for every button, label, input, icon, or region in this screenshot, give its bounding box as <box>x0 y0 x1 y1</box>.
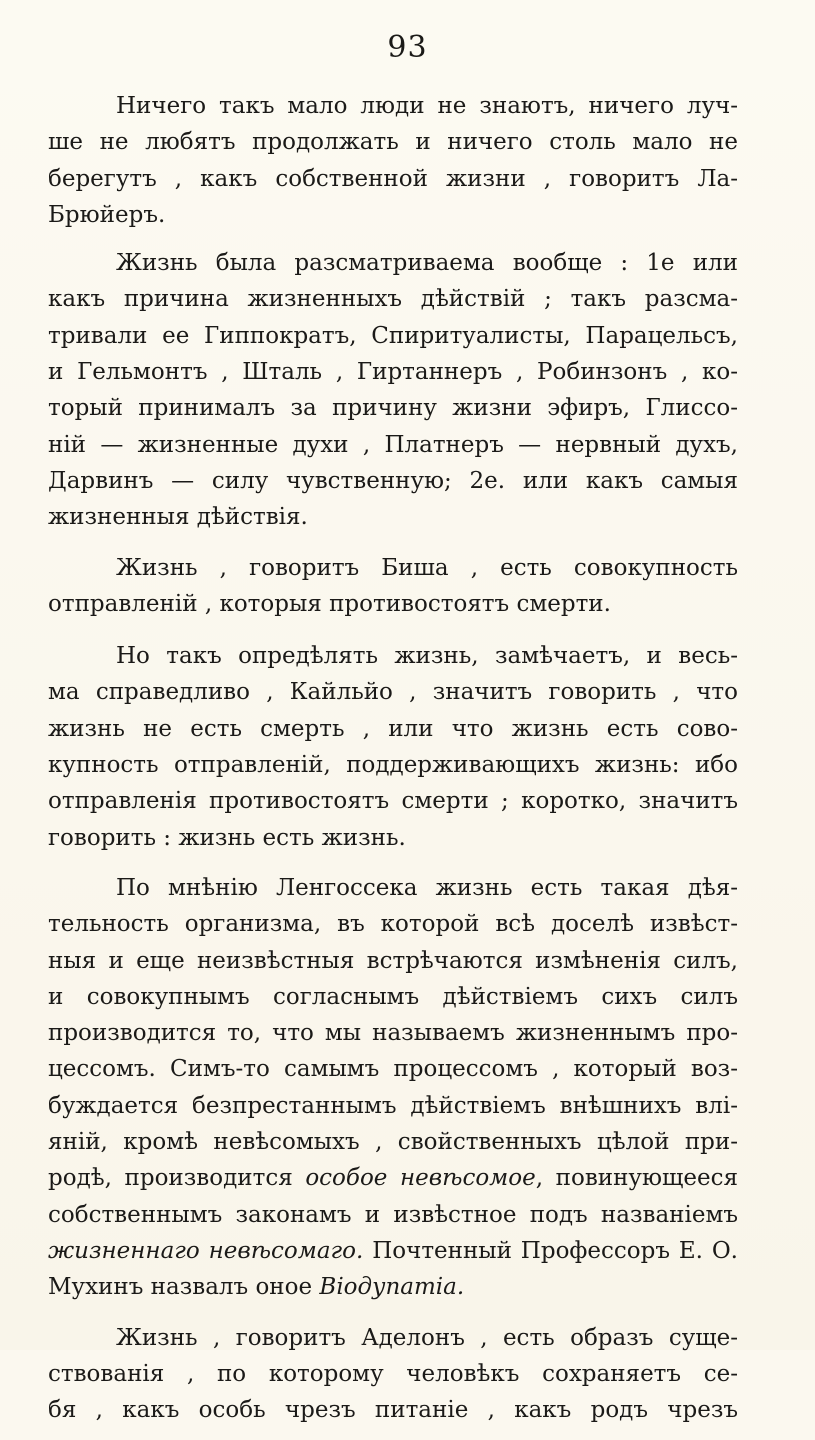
paragraph <box>48 245 738 535</box>
italic-term: жизненнаго невѣсомаго. <box>48 1237 364 1264</box>
italic-term: Віодупатіа. <box>319 1274 465 1301</box>
text-line: жизненныя дѣйствія. <box>48 504 308 531</box>
text-line: ма справедливо , Кайльйо , значитъ говорить , что <box>48 679 738 706</box>
text-line: и Гельмонтъ , Шталь , Гиртаннеръ , Робинзонъ , ко- <box>48 359 738 386</box>
paragraph <box>48 870 738 1306</box>
text-line: собственнымъ законамъ и извѣстное подъ названіемъ <box>48 1201 738 1228</box>
paragraph <box>48 1320 738 1429</box>
text-line: бя , какъ особь чрезъ питаніе , какъ родъ чрезъ <box>48 1397 738 1424</box>
text-line: буждается безпрестаннымъ дѣйствіемъ внѣшнихъ влі- <box>48 1092 738 1119</box>
text-line: яній, кромѣ невѣсомыхъ , свойственныхъ цѣлой при- <box>48 1129 738 1156</box>
text-line: ній — жизненные духи , Платнеръ — нервный духъ, <box>48 431 738 458</box>
page-number: 93 <box>387 30 428 65</box>
text-line: тельность организма, въ которой всѣ доселѣ извѣст- <box>48 911 738 938</box>
text-line: ше не любятъ продолжать и ничего столь мало не <box>48 129 738 156</box>
text-line: отправленій , которыя противостоятъ смерти. <box>48 590 611 617</box>
text-line: жизнь не есть смерть , или что жизнь есть сово- <box>48 715 738 742</box>
text-line: берегутъ , какъ собственной жизни , говоритъ Ла- <box>48 165 738 192</box>
text-line: Жизнь , говоритъ Аделонъ , есть образъ суще- <box>116 1324 738 1351</box>
text-line: По мнѣнію Ленгоссека жизнь есть такая дѣя- <box>116 874 738 901</box>
text-line: отправленія противостоятъ смерти ; коротко, значитъ <box>48 788 738 815</box>
text-line: Дарвинъ — силу чувственную; 2е. или какъ самыя <box>48 467 738 494</box>
italic-term: особое невѣсомое <box>305 1165 536 1192</box>
text-line: Но такъ опредѣлять жизнь, замѣчаетъ, и весь- <box>116 643 738 670</box>
text-line: и совокупнымъ согласнымъ дѣйствіемъ сихъ силъ <box>48 983 738 1010</box>
text-line: Мухинъ назвалъ оное Віодупатіа. <box>48 1274 465 1301</box>
body-text <box>48 88 738 1440</box>
text-line: производится то, что мы называемъ жизненнымъ про- <box>48 1020 738 1047</box>
text-line: торый принималъ за причину жизни эфиръ, Глиссо- <box>48 395 738 422</box>
text-line: жизненнаго невѣсомаго. Почтенный Профессоръ Е. О. <box>48 1237 738 1264</box>
paragraph <box>48 550 738 623</box>
text-line: Жизнь , говоритъ Биша , есть совокупность <box>116 554 738 581</box>
text-line: цессомъ. Симъ-то самымъ процессомъ , который воз- <box>48 1056 738 1083</box>
paragraph <box>48 88 738 233</box>
text-line: какъ причина жизненныхъ дѣйствій ; такъ разсма- <box>48 286 738 313</box>
text-line: говорить : жизнь есть жизнь. <box>48 824 406 851</box>
text-line: Жизнь была разсматриваема вообще : 1е или <box>116 250 738 277</box>
text-line: купность отправленій, поддерживающихъ жизнь: ибо <box>48 752 738 779</box>
text-line: ныя и еще неизвѣстныя встрѣчаются измѣненія силъ, <box>48 947 738 974</box>
text-line: ствованія , по которому человѣкъ сохраняетъ се- <box>48 1360 738 1387</box>
text-line: Ничего такъ мало люди не знаютъ, ничего луч- <box>116 93 738 119</box>
text-line: тривали ее Гиппократъ, Спиритуалисты, Парацельсъ, <box>48 322 738 349</box>
text-line: родѣ, производится особое невѣсомое, повинующееся <box>48 1165 738 1192</box>
paragraph <box>48 638 738 856</box>
text-line: Брюйеръ. <box>48 201 166 228</box>
